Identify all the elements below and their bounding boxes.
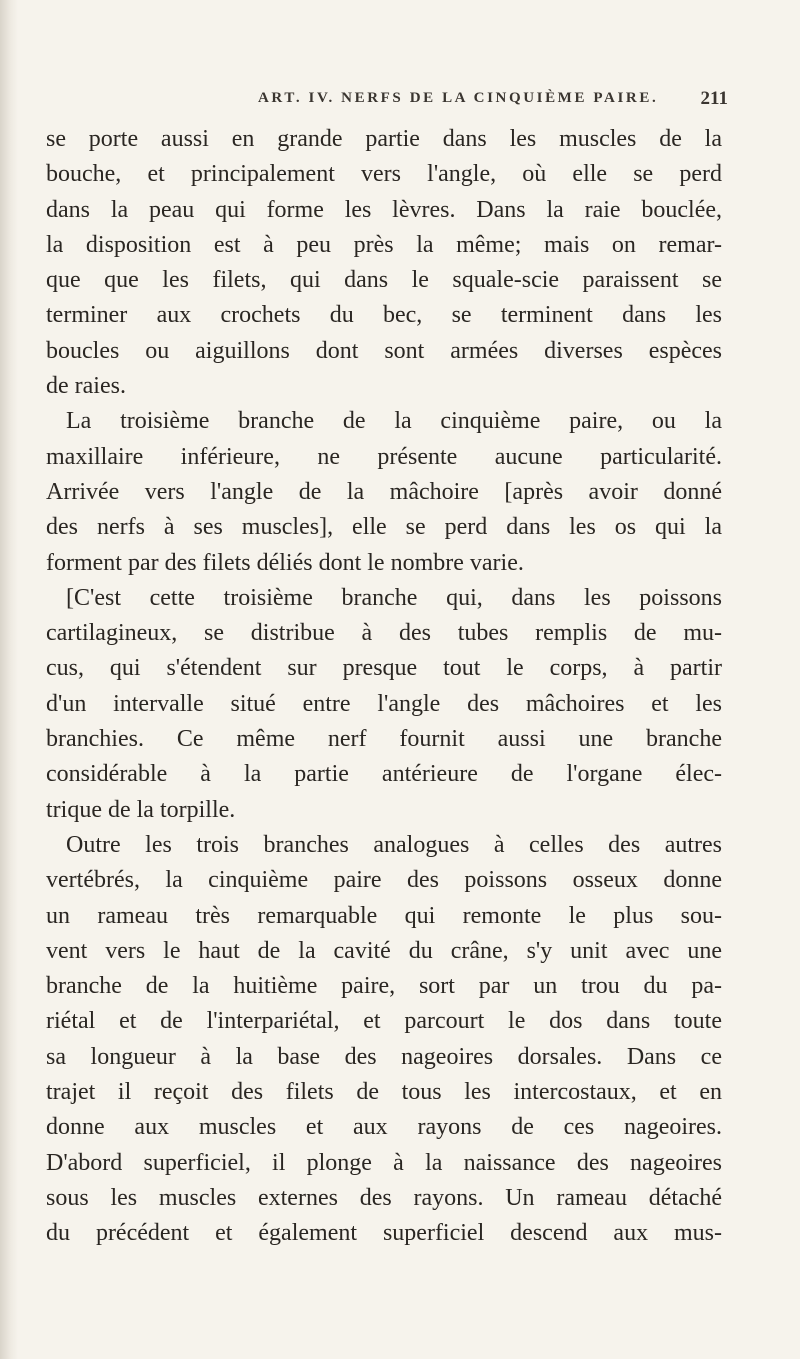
text-line: trajet il reçoit des filets de tous les intercostaux, et en <box>46 1079 722 1106</box>
text-line: du précédent et également superficiel descend aux mus- <box>46 1220 722 1247</box>
text-line: boucles ou aiguillons dont sont armées diverses espèces <box>46 337 722 364</box>
text-line: considérable à la partie antérieure de l'organe élec- <box>46 761 722 788</box>
running-head <box>258 90 728 116</box>
text-line: vent vers le haut de la cavité du crâne, s'y unit avec une <box>46 937 722 964</box>
text-line: D'abord superficiel, il plonge à la naissance des nageoires <box>46 1149 722 1176</box>
text-line: branche de la huitième paire, sort par un trou du pa- <box>46 973 722 1000</box>
text-line: Arrivée vers l'angle de la mâchoire [après avoir donné <box>46 478 722 505</box>
text-line: Outre les trois branches analogues à celles des autres <box>66 831 722 858</box>
text-line: dans la peau qui forme les lèvres. Dans la raie bouclée, <box>46 196 722 223</box>
text-line: un rameau très remarquable qui remonte le plus sou- <box>46 902 722 929</box>
text-line: des nerfs à ses muscles], elle se perd dans les os qui la <box>46 514 722 541</box>
text-line: branchies. Ce même nerf fournit aussi une branche <box>46 726 722 753</box>
text-line: cus, qui s'étendent sur presque tout le corps, à partir <box>46 655 722 682</box>
text-line: riétal et de l'interpariétal, et parcourt le dos dans toute <box>46 1008 722 1035</box>
text-line: de raies. <box>46 373 126 400</box>
text-line: sous les muscles externes des rayons. Un rameau détaché <box>46 1184 722 1211</box>
text-line: bouche, et principalement vers l'angle, où elle se perd <box>46 161 722 188</box>
body-text <box>46 122 722 1252</box>
text-line: que que les filets, qui dans le squale-scie paraissent se <box>46 267 722 294</box>
text-line: vertébrés, la cinquième paire des poissons osseux donne <box>46 867 722 894</box>
text-line: se porte aussi en grande partie dans les muscles de la <box>46 126 722 152</box>
text-line: trique de la torpille. <box>46 796 236 823</box>
text-line: cartilagineux, se distribue à des tubes remplis de mu- <box>46 620 722 647</box>
text-line: donne aux muscles et aux rayons de ces nageoires. <box>46 1114 722 1141</box>
page-gutter-shadow <box>0 0 18 1359</box>
text-line: [C'est cette troisième branche qui, dans les poissons <box>66 584 722 611</box>
page-number: 211 <box>700 88 728 109</box>
running-title: ART. IV. NERFS DE LA CINQUIÈME PAIRE. <box>258 90 659 106</box>
text-line: la disposition est à peu près la même; mais on remar- <box>46 231 722 258</box>
text-line: terminer aux crochets du bec, se terminent dans les <box>46 302 722 329</box>
text-line: sa longueur à la base des nageoires dorsales. Dans ce <box>46 1043 722 1070</box>
text-line: d'un intervalle situé entre l'angle des mâchoires et les <box>46 690 722 717</box>
text-line: La troisième branche de la cinquième paire, ou la <box>66 408 722 435</box>
text-line: maxillaire inférieure, ne présente aucune particularité. <box>46 443 722 470</box>
text-line: forment par des filets déliés dont le nombre varie. <box>46 549 524 576</box>
